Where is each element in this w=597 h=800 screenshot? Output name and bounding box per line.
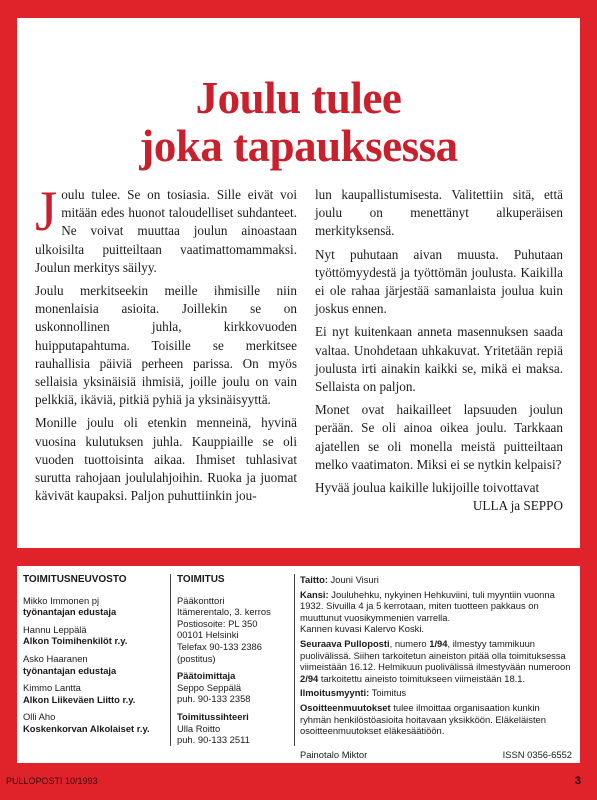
member-name: Olli Aho [23, 711, 56, 723]
headline-line-2: joka tapauksessa [139, 121, 458, 171]
ad-sales [300, 687, 572, 699]
signature: ULLA ja SEPPO [472, 498, 563, 514]
member-org: työnantajan edustaja [23, 606, 117, 618]
next-issue-text: , numero [389, 637, 430, 649]
article-paragraph: Nyt puhutaan aivan muusta. Puhutaan työttömyydestä ja työttömän joulusta. Kaikilla ei ole rahaa järjestää samanlaista joulua kuin joskus ennen. [315, 246, 563, 317]
member-org: Alkon Liikeväen Liitto r.y. [23, 693, 136, 705]
member-name: Hannu Leppälä [23, 623, 87, 635]
column-divider [294, 574, 295, 746]
article-column-left [35, 180, 297, 510]
editor-name: Seppo Seppälä [177, 681, 242, 693]
address-line: Telefax 90-133 2386 [177, 640, 262, 652]
printing-info [300, 749, 572, 761]
publication-issue: PULLOPOSTI 10/1993 [6, 776, 98, 786]
editorial-office [177, 574, 292, 750]
editorial-board [23, 574, 163, 741]
next-issue-number: 1/94 [429, 637, 448, 649]
member-name: Kimmo Lantta [23, 682, 81, 694]
article-paragraph: Monet ovat haikailleet lapsuuden joulun perään. Se oli ainoa oikea joulu. Tarkkaan ajatellen se oli monella meistä puitteiltaan melko vaatimaton. Miksi ei se nytkin kelpaisi? [315, 402, 563, 472]
column-divider [170, 574, 171, 746]
board-member [23, 624, 163, 647]
article-paragraph [35, 180, 297, 277]
editor-in-chief [177, 670, 292, 705]
layout-label: Taitto: [300, 574, 328, 585]
editor-in-chief-label: Päätoimittaja [177, 670, 236, 682]
secretary-label: Toimitussihteeri [177, 710, 249, 722]
layout-value: Jouni Visuri [327, 574, 379, 585]
address-line: Pääkonttori [177, 594, 225, 606]
address-line: (postitus) [177, 652, 216, 664]
article-paragraph: lun kaupallistumisesta. Valitettiin sitä, että joulu on menettänyt alkuperäisen merkityksensä. [315, 187, 563, 239]
cover-photo-credit: Kannen kuvasi Kalervo Koski. [300, 623, 425, 635]
headline-line-1: Joulu tulee [195, 73, 402, 123]
editorial-panel [17, 18, 580, 548]
cover-label: Kansi: [300, 588, 329, 600]
issn: ISSN 0356-6552 [502, 748, 572, 760]
address-line: Postiosoite: PL 350 [177, 617, 258, 629]
cover-info [300, 589, 572, 624]
printer-name: Painotalo Miktor [300, 748, 368, 760]
address-changes-text: tulee ilmoittaa organisaation kunkin ryhmän henkilöstöasioita hoitavaan yksikköön. Eläkeläisten osoitteenmuutokset eläkesäätiöön. [300, 701, 546, 737]
masthead [17, 566, 580, 763]
member-org: Koskenkorvan Alkolaiset r.y. [23, 722, 150, 734]
address-changes-label: Osoitteenmuutokset [300, 701, 391, 713]
layout-credit [300, 574, 572, 586]
article-paragraph: Ei nyt kuitenkaan anneta masennuksen saada valtaa. Unohdetaan uhkakuvat. Yritetään repiä joulusta irti ainakin kaikki se, mikä ei maksa. Sellaista on paljon. [315, 324, 563, 395]
board-member [23, 711, 163, 734]
cover-text: Jouluhehku, nykyinen Hehkuviini, tuli myyntiin vuonna 1932. Sivuilla 4 ja 5 kerrotaan, miten tuotteen pakkaus on muuttunut vuosikymmenien varrella. [300, 588, 555, 623]
member-name: Mikko Immonen pj [23, 594, 100, 606]
next-issue-text: tarkoitettu aineisto toimitukseen viimeistään 18.1. [318, 672, 526, 684]
secretary-name: Ulla Roitto [177, 722, 221, 734]
article-paragraph-text: oulu tulee. Se on tosiasia. Sille eivät voi mitään edes huonot taloudelliset suhdanteet. Ne voivat muuttaa joulun ainoastaan ulkoisilta puitteiltaan vaatimattomammaksi. Joulun merkitys säilyy. [35, 187, 297, 275]
drop-cap: J [35, 180, 58, 243]
page-number: 3 [574, 775, 581, 787]
headline [17, 74, 580, 170]
ad-sales-value: Toimitus [369, 687, 407, 699]
office-address [177, 595, 292, 665]
next-issue-number: 2/94 [300, 672, 319, 684]
address-changes [300, 702, 572, 737]
article-paragraph: Joulu merkitseekin meille ihmisille niin monenlaisia asioita. Joillekin se on uskonnollinen juhla, kirkkovuoden huipputapahtuma. Toisille se merkitsee rauhallisia päiviä perheen parissa. On myös sellaisia yksinäisiä ihmisiä, joille joulu on vain pelkkiä, ikäviä, pitkiä pyhiä ja yksinäisyyttä. [35, 283, 297, 408]
ad-sales-label: Ilmoitusmyynti: [300, 687, 370, 699]
address-line: Itämerentalo, 3. kerros [177, 606, 271, 618]
next-issue-label: Seuraava Pulloposti [300, 637, 390, 649]
editorial-secretary [177, 711, 292, 746]
publication-info [300, 574, 572, 760]
article-paragraph: Monille joulu oli etenkin menneinä, hyvinä vuosina kulutuksen juhla. Kauppiaille se oli vuoden tuottoisinta aikaa. Ihmiset tuhlasivat surutta rahojaan joululahjoihin. Ruoka ja juomat kävivät kaupaksi. Paljon puhuttiinkin jou- [35, 415, 297, 504]
next-issue-text: , ilmestyy tammikuun puolivälissä. Siihen tarkoitetun aineiston pitää olla toimituksessa viimeistään 16.12. Helmikuun puolivälissä ilmestyvään numeroon [300, 637, 571, 673]
board-member [23, 653, 163, 676]
editor-phone: puh. 90-133 2358 [177, 693, 251, 705]
editorial-board-heading: TOIMITUSNEUVOSTO [23, 574, 127, 585]
editorial-office-heading: TOIMITUS [177, 574, 225, 585]
secretary-phone: puh. 90-133 2511 [177, 734, 250, 746]
article-column-right [315, 186, 563, 520]
address-line: 00101 Helsinki [177, 629, 239, 641]
board-member [23, 682, 163, 705]
member-name: Asko Haaranen [23, 652, 88, 664]
board-member [23, 595, 163, 618]
member-org: Alkon Toimihenkilöt r.y. [23, 635, 128, 647]
member-org: työnantajan edustaja [23, 664, 117, 676]
next-issue [300, 638, 572, 684]
article-paragraph: Hyvää joulua kaikille lukijoille toivottavat [315, 480, 540, 496]
